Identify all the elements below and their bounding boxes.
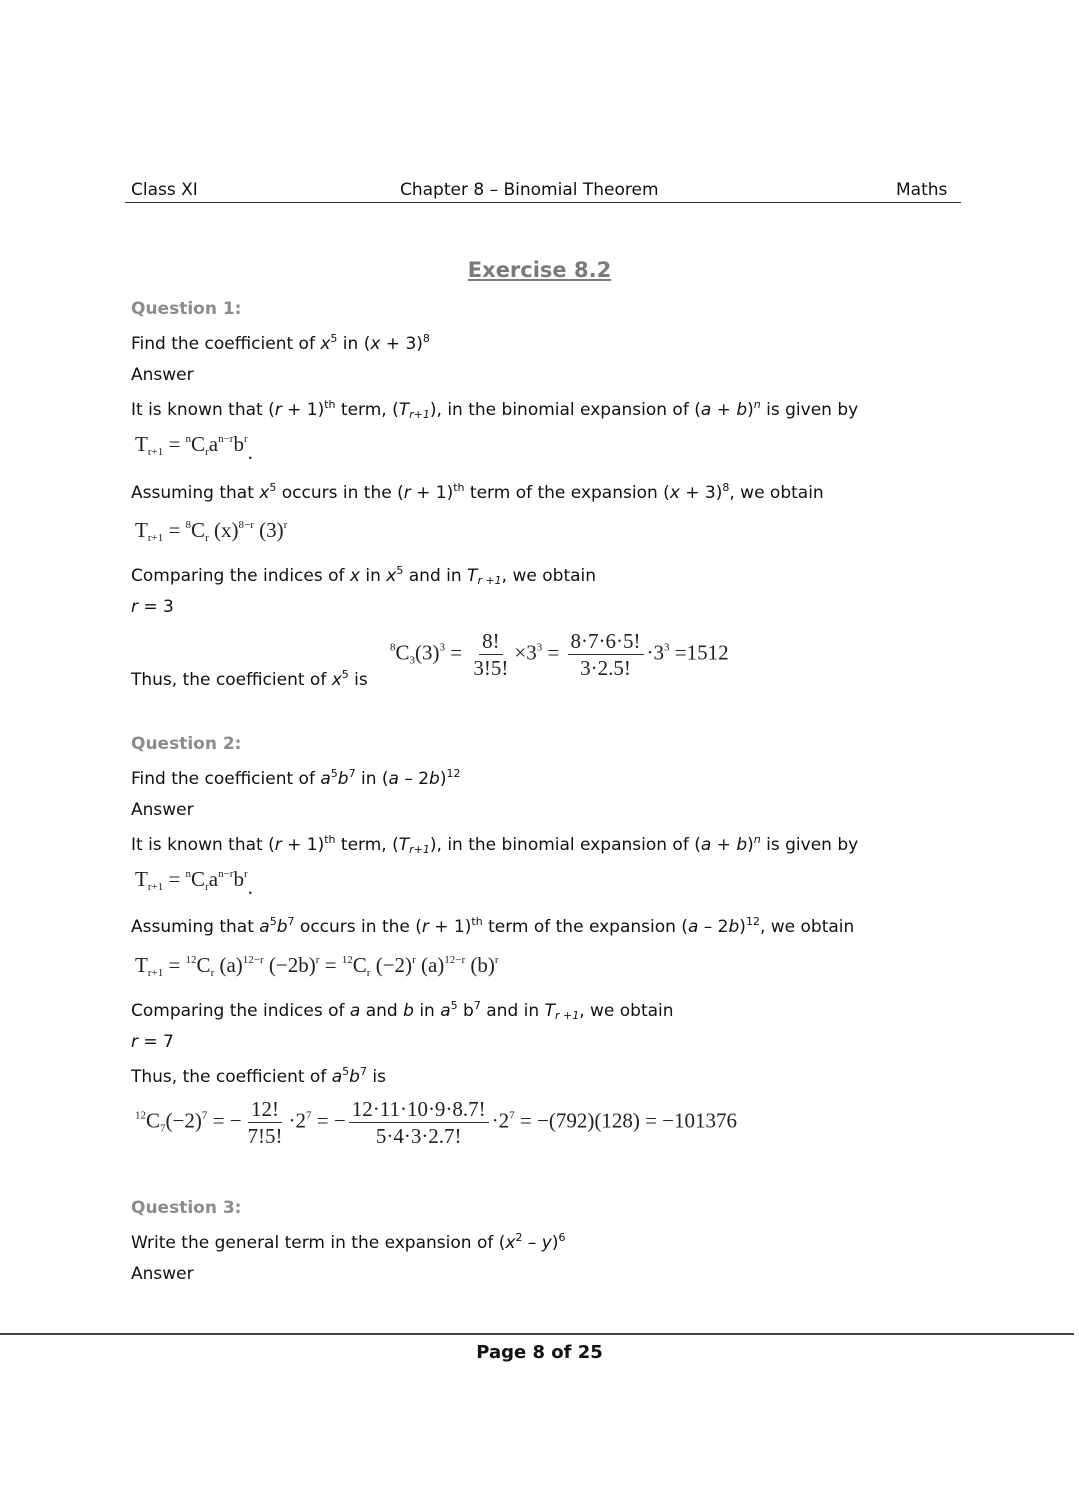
question-3-label: Question 3: [131,1198,242,1218]
question-2-prompt: Find the coefficient of $a^5b^7$ in (a – 2b)$^{12}$ [131,767,461,789]
question-1-term-formula: $T_{r+1} = ^8C_r$ $(x)^{8-r}$ $(3)^r$ [135,518,288,544]
question-2-known-statement: It is known that $(r + 1)^{th}$ term, $(T_{r+1})$, in the binomial expansion of $(a + b)^n$ is given by [131,833,859,856]
footer-divider [0,1333,1074,1335]
question-1-compare-indices: Comparing the indices of x in $x^5$ and in $T_{r +1}$, we obtain [131,564,597,587]
question-2-general-term-formula: $T_{r+1} = ^nC_ra^{n-r}b^r$. [135,867,253,899]
question-2-assumption: Assuming that $a^5b^7$ occurs in the $(r + 1)^{th}$ term of the expansion (a – 2b)$^{12}$, we obtain [131,915,855,937]
fraction: $\frac{8\cdot 7\cdot 6\cdot 5!}{3\cdot 2.5!}$ [568,630,644,679]
page-number: Page 8 of 25 [476,1342,603,1363]
question-1-label: Question 1: [131,299,242,319]
question-1-prompt: Find the coefficient of $x^5$ in $(x + 3)^8$ [131,332,430,354]
question-1-answer-label: Answer [131,365,194,385]
fraction: $\frac{12!}{7!5!}$ [247,1097,283,1148]
fraction: $\frac{12\cdot 11\cdot 10\cdot 9\cdot 8.7!}{5\cdot 4\cdot 3\cdot 2.7!}$ [349,1098,489,1147]
question-1-r-value: r = 3 [131,597,174,617]
header-class: Class XI [131,180,198,200]
header-subject: Maths [896,180,948,200]
question-1-assumption: Assuming that $x^5$ occurs in the $(r + 1)^{th}$ term of the expansion $(x + 3)^8$, we obtain [131,481,824,503]
question-2-term-formula: $T_{r+1} = ^{12}C_r$ $(a)^{12-r}$ $(-2b)^r = ^{12}C_r$ $(-2)^r$ $(a)^{12-r}$ $(b)^r$ [135,953,499,979]
exercise-title: Exercise 8.2 [467,258,612,282]
question-1-general-term-formula: $T_{r+1} = ^nC_ra^{n-r}b^r$. [135,432,253,464]
header-chapter: Chapter 8 – Binomial Theorem [400,180,659,200]
question-3-answer-label: Answer [131,1264,194,1284]
question-2-label: Question 2: [131,734,242,754]
question-3-prompt: Write the general term in the expansion of $(x^2 - y)^6$ [131,1231,566,1253]
question-1-result-equation: $^8C_3(3)^3$ = $\frac{8!}{3!5!}$ $\times 3^3$ = $\frac{8\cdot 7\cdot 6\cdot 5!}{3\cdot 2.5!}$ $\cdot 3^3 =1512$ [390,629,729,680]
question-1-conclusion: Thus, the coefficient of $x^5$ is [131,668,368,690]
question-2-r-value: r = 7 [131,1032,174,1052]
question-2-compare-indices: Comparing the indices of a and b in $a^5$ $b^7$ and in $T_{r +1}$, we obtain [131,999,674,1022]
question-2-conclusion: Thus, the coefficient of $a^5b^7$ is [131,1065,386,1087]
header-divider [125,202,961,203]
question-2-result-equation: $^{12}C_7(-2)^7$ = − $\frac{12!}{7!5!}$ $\cdot 2^7$ = − $\frac{12\cdot 11\cdot 10\cdot 9\cdot 8.7!}{5\cdot 4\cdot 3\cdot 2.7!}$ $\cdot 2^7 = -(792)(128) = -101376$ [135,1097,738,1148]
fraction: $\frac{8!}{3!5!}$ [473,629,509,680]
question-1-known-statement: It is known that $(r + 1)^{th}$ term, $(T_{r+1})$, in the binomial expansion of $(a + b)^n$ is given by [131,398,859,421]
question-2-answer-label: Answer [131,800,194,820]
